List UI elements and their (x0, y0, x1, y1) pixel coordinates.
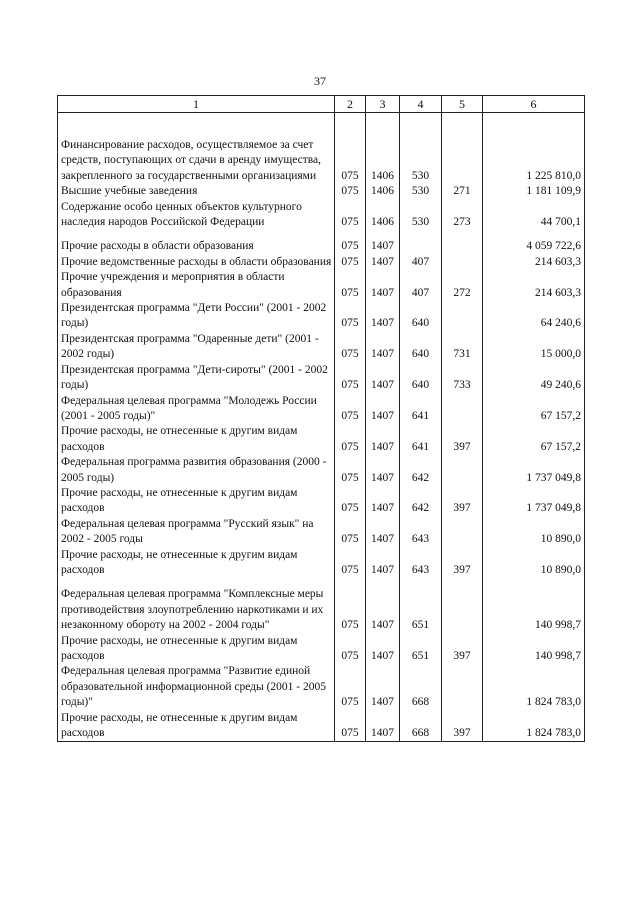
row-code-4: 641 (400, 394, 442, 425)
row-amount: 4 059 722,6 (483, 230, 585, 254)
table-body (58, 113, 585, 742)
row-name: Президентская программа "Дети России" (2001 - 2002 годы) (58, 301, 335, 332)
row-code-3: 1407 (366, 301, 400, 332)
header-row (58, 96, 585, 113)
budget-table (57, 95, 585, 742)
row-amount: 15 000,0 (483, 332, 585, 363)
table-row (58, 394, 585, 425)
row-code-4: 642 (400, 455, 442, 486)
table-row (58, 332, 585, 363)
row-code-5 (442, 517, 483, 548)
row-code-5: 397 (442, 548, 483, 579)
table-row (58, 138, 585, 184)
row-code-4: 641 (400, 424, 442, 455)
row-name: Прочие расходы, не отнесенные к другим видам расходов (58, 711, 335, 742)
row-code-2: 075 (335, 548, 366, 579)
row-code-2: 075 (335, 634, 366, 665)
row-amount: 64 240,6 (483, 301, 585, 332)
row-code-2: 075 (335, 200, 366, 231)
row-code-2: 075 (335, 270, 366, 301)
row-code-5 (442, 578, 483, 633)
table-row (58, 664, 585, 710)
row-code-4: 407 (400, 255, 442, 270)
table-row (58, 711, 585, 742)
row-code-2: 075 (335, 301, 366, 332)
row-code-2: 075 (335, 363, 366, 394)
row-code-4: 530 (400, 184, 442, 199)
row-name: Президентская программа "Дети-сироты" (2001 - 2002 годы) (58, 363, 335, 394)
row-code-2: 075 (335, 332, 366, 363)
row-name: Прочие расходы, не отнесенные к другим видам расходов (58, 486, 335, 517)
row-code-2: 075 (335, 711, 366, 742)
row-code-4: 651 (400, 634, 442, 665)
row-name: Федеральная целевая программа "Русский язык" на 2002 - 2005 годы (58, 517, 335, 548)
row-name: Прочие расходы, не отнесенные к другим видам расходов (58, 634, 335, 665)
header-col-3: 3 (366, 96, 400, 113)
row-name: Прочие расходы, не отнесенные к другим видам расходов (58, 548, 335, 579)
row-name: Прочие ведомственные расходы в области образования (58, 255, 335, 270)
row-code-5: 397 (442, 424, 483, 455)
row-amount: 44 700,1 (483, 200, 585, 231)
row-code-5: 733 (442, 363, 483, 394)
row-name: Прочие расходы в области образования (58, 230, 335, 254)
header-col-6: 6 (483, 96, 585, 113)
row-name: Содержание особо ценных объектов культурного наследия народов Российской Федерации (58, 200, 335, 231)
row-name: Высшие учебные заведения (58, 184, 335, 199)
table-row (58, 200, 585, 231)
row-code-5: 731 (442, 332, 483, 363)
row-code-4: 530 (400, 200, 442, 231)
table-row (58, 424, 585, 455)
row-amount: 10 890,0 (483, 548, 585, 579)
row-amount: 1 737 049,8 (483, 455, 585, 486)
row-code-4 (400, 230, 442, 254)
row-code-3: 1407 (366, 578, 400, 633)
row-code-3: 1407 (366, 486, 400, 517)
row-code-4: 640 (400, 301, 442, 332)
header-col-2: 2 (335, 96, 366, 113)
row-code-3: 1407 (366, 270, 400, 301)
row-name: Прочие расходы, не отнесенные к другим видам расходов (58, 424, 335, 455)
row-code-2: 075 (335, 486, 366, 517)
row-code-3: 1407 (366, 634, 400, 665)
table-row (58, 578, 585, 633)
row-code-2: 075 (335, 255, 366, 270)
row-code-2: 075 (335, 455, 366, 486)
table-row (58, 255, 585, 270)
row-code-4: 640 (400, 332, 442, 363)
row-amount: 10 890,0 (483, 517, 585, 548)
row-code-2: 075 (335, 578, 366, 633)
row-amount: 1 824 783,0 (483, 711, 585, 742)
row-code-3: 1407 (366, 230, 400, 254)
table-row (58, 363, 585, 394)
row-code-3: 1407 (366, 455, 400, 486)
row-code-3: 1407 (366, 517, 400, 548)
header-col-5: 5 (442, 96, 483, 113)
row-code-5 (442, 301, 483, 332)
header-col-1: 1 (58, 96, 335, 113)
table-row (58, 548, 585, 579)
row-code-4: 651 (400, 578, 442, 633)
row-code-5: 272 (442, 270, 483, 301)
row-amount: 1 225 810,0 (483, 138, 585, 184)
table-row (58, 301, 585, 332)
row-code-5 (442, 138, 483, 184)
row-amount: 140 998,7 (483, 578, 585, 633)
table-row (58, 184, 585, 199)
row-code-2: 075 (335, 230, 366, 254)
row-name: Федеральная целевая программа "Молодежь России (2001 - 2005 годы)" (58, 394, 335, 425)
row-amount: 1 737 049,8 (483, 486, 585, 517)
row-code-5 (442, 255, 483, 270)
row-code-5: 397 (442, 711, 483, 742)
row-code-5 (442, 394, 483, 425)
row-amount: 67 157,2 (483, 394, 585, 425)
row-code-5: 271 (442, 184, 483, 199)
row-code-3: 1406 (366, 184, 400, 199)
row-code-5: 397 (442, 634, 483, 665)
row-amount: 1 181 109,9 (483, 184, 585, 199)
row-code-3: 1407 (366, 363, 400, 394)
row-code-4: 643 (400, 517, 442, 548)
row-code-4: 668 (400, 664, 442, 710)
row-code-5: 273 (442, 200, 483, 231)
row-amount: 67 157,2 (483, 424, 585, 455)
table-row (58, 517, 585, 548)
row-code-4: 642 (400, 486, 442, 517)
row-code-3: 1407 (366, 424, 400, 455)
row-code-4: 668 (400, 711, 442, 742)
table-row (58, 634, 585, 665)
row-amount: 214 603,3 (483, 255, 585, 270)
row-code-3: 1406 (366, 138, 400, 184)
row-code-2: 075 (335, 184, 366, 199)
row-code-4: 643 (400, 548, 442, 579)
row-code-2: 075 (335, 517, 366, 548)
row-name: Прочие учреждения и мероприятия в области образования (58, 270, 335, 301)
page-number: 37 (314, 74, 326, 88)
row-code-5 (442, 230, 483, 254)
row-code-3: 1407 (366, 711, 400, 742)
row-amount: 214 603,3 (483, 270, 585, 301)
row-code-3: 1406 (366, 200, 400, 231)
header-col-4: 4 (400, 96, 442, 113)
row-code-3: 1407 (366, 394, 400, 425)
table-row (58, 230, 585, 254)
spacer-row (58, 113, 585, 139)
row-amount: 1 824 783,0 (483, 664, 585, 710)
row-code-5 (442, 664, 483, 710)
row-code-3: 1407 (366, 548, 400, 579)
row-code-2: 075 (335, 664, 366, 710)
table-row (58, 455, 585, 486)
table-row (58, 486, 585, 517)
row-name: Финансирование расходов, осуществляемое за счет средств, поступающих от сдачи в аренду имущества, закрепленного за государственными организациями (58, 138, 335, 184)
row-code-5: 397 (442, 486, 483, 517)
row-code-2: 075 (335, 394, 366, 425)
table-row (58, 270, 585, 301)
row-code-5 (442, 455, 483, 486)
row-name: Федеральная целевая программа "Развитие единой образовательной информационной среды (2001 - 2005 годы)" (58, 664, 335, 710)
row-amount: 49 240,6 (483, 363, 585, 394)
row-code-2: 075 (335, 138, 366, 184)
row-name: Федеральная программа развития образования (2000 - 2005 годы) (58, 455, 335, 486)
row-name: Президентская программа "Одаренные дети" (2001 - 2002 годы) (58, 332, 335, 363)
row-name: Федеральная целевая программа "Комплексные меры противодействия злоупотреблению наркотиками и их незаконному обороту на 2002 - 2004 годы" (58, 578, 335, 633)
row-amount: 140 998,7 (483, 634, 585, 665)
row-code-3: 1407 (366, 255, 400, 270)
row-code-3: 1407 (366, 664, 400, 710)
row-code-4: 530 (400, 138, 442, 184)
row-code-4: 640 (400, 363, 442, 394)
row-code-2: 075 (335, 424, 366, 455)
row-code-4: 407 (400, 270, 442, 301)
row-code-3: 1407 (366, 332, 400, 363)
